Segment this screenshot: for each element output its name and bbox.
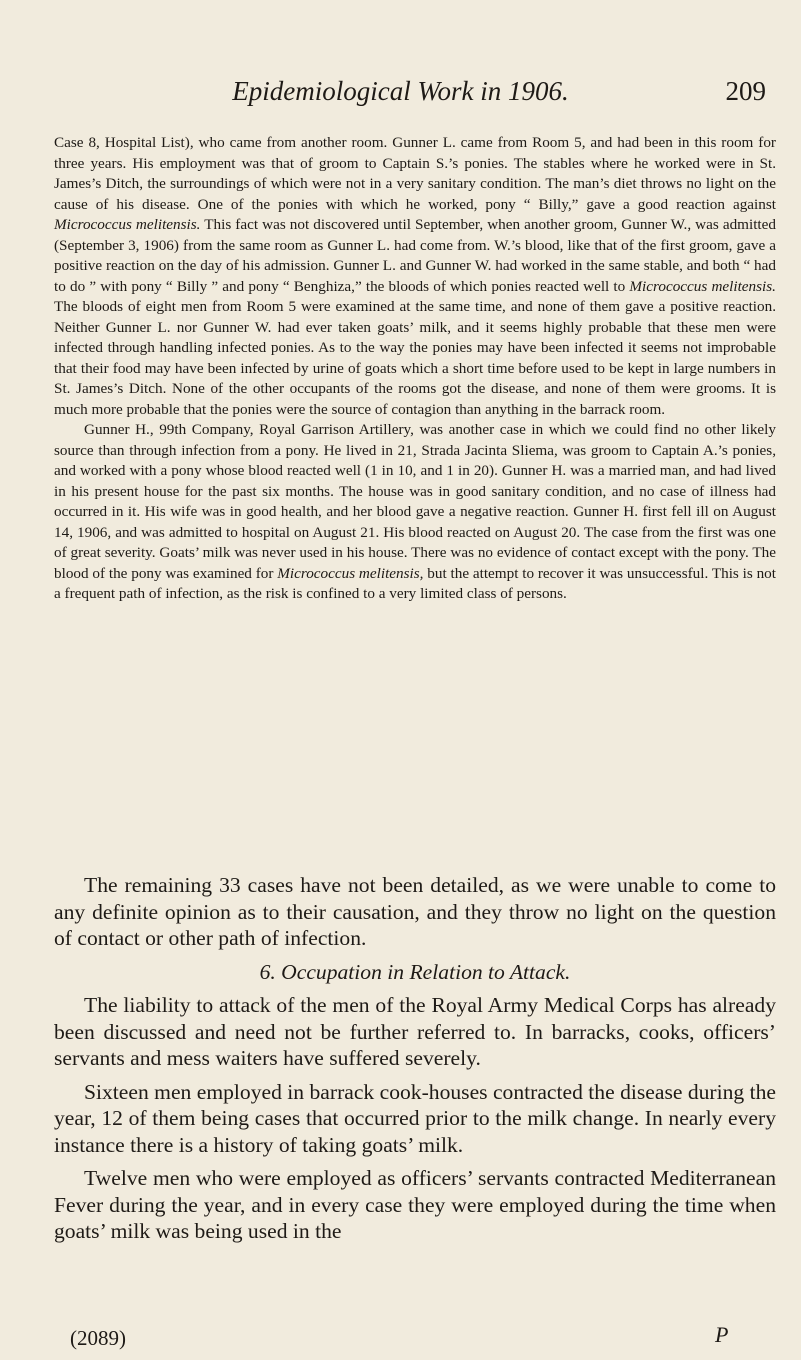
paragraph-cook-houses: Sixteen men employed in barrack cook-houses contracted the disease during the year, 12 of them being cases that occurred prior to the milk change. In nearly every instance there is a history of taking goats’ milk. [54,1079,776,1157]
italic-term: Micrococcus melitensis, [277,564,424,582]
page-header [0,76,801,112]
section-heading: 6. Occupation in Relation to Attack. [259,959,571,984]
text-run: Case 8, Hospital List), who came from another room. Gunner L. came from Room 5, and had been in this room for three years. His employment was that of groom to Captain S.’s ponies. The stables where he worked were in St. James’s Ditch, the surroundings of which were not in a very sanitary condition. The man’s diet throws no light on the cause of his disease. One of the ponies with which he worked, pony “ Billy,” gave a good reaction against [54,134,776,213]
italic-term: Micrococcus melitensis. [629,277,776,295]
italic-term: Micrococcus melitensis. [54,216,201,233]
small-print-section [54,133,776,605]
text-run: This fact was not discovered until September, when another groom, Gunner W., was admitted (September 3, 1906) from the same room as Gunner L. had come from. W.’s blood, like that of the first groom, gave a positive reaction on the day of his admission. Gunner L. and Gunner W. had worked in the same stable, and both “ had to do ” with pony “ Billy ” and pony “ Benghiza,” the bloods of which ponies reacted well to [54,216,776,295]
paragraph-liability: The liability to attack of the men of the Royal Army Medical Corps has already been discussed and need not be further referred to. In barracks, cooks, officers’ servants and mess waiters have suffered severely. [54,993,776,1070]
paragraph-gunner-h [54,420,776,605]
text-run: Gunner H., 99th Company, Royal Garrison Artillery, was another case in which we could find no other likely source than through infection from a pony. He lived in 21, Strada Jacinta Sliema, was groom to Captain A.’s ponies, and worked with a pony whose blood reacted well (1 in 10, and 1 in 20). Gunner H. was a married man, and had lived in his present house for the past six months. The house was in good sanitary condition, and no case of illness had occurred in it. His wife was in good health, and her blood gave a negative reaction. Gunner H. first fell ill on August 14, 1906, and was admitted to hospital on August 21. His blood reacted on August 20. The case from the first was one of great severity. Goats’ milk was never used in his house. There was no evidence of contact except with the pony. The blood of the pony was examined for [54,421,776,582]
text-run: but the attempt to recover it was unsuccessful. This is not a frequent path of infection, as the risk is confined to a very limited class of persons. [54,564,776,602]
printer-signature: (2089) [70,1326,126,1350]
running-title: Epidemiological Work in 1906. [232,76,569,106]
paragraph-remaining-cases: The remaining 33 cases have not been detailed, as we were unable to come to any definite opinion as to their causation, and they throw no light on the question of contact or other path of infection. [54,873,776,950]
text-run: The bloods of eight men from Room 5 were examined at the same time, and none of them gave a positive reaction. Neither Gunner L. nor Gunner W. had ever taken goats’ milk, and it seems highly probable that these men were infected through handling infected ponies. As to the way the ponies may have been infected it seems not improbable that their food may have been infected by urine of goats which a short time before used to be kept in large numbers in St. James’s Ditch. None of the other occupants of the rooms got the disease, and none of them were grooms. It is much more probable that the ponies were the source of contagion than anything in the barrack room. [54,298,776,418]
signature-letter: P [715,1322,729,1347]
page-number: 209 [725,76,766,106]
paragraph-officers-servants: Twelve men who were employed as officers’ servants contracted Mediterranean Fever during the year, and in every case they were employed during the time when goats’ milk was being used in the [54,1166,776,1243]
paragraph-case-8 [54,133,776,420]
large-print-section [54,872,776,1252]
